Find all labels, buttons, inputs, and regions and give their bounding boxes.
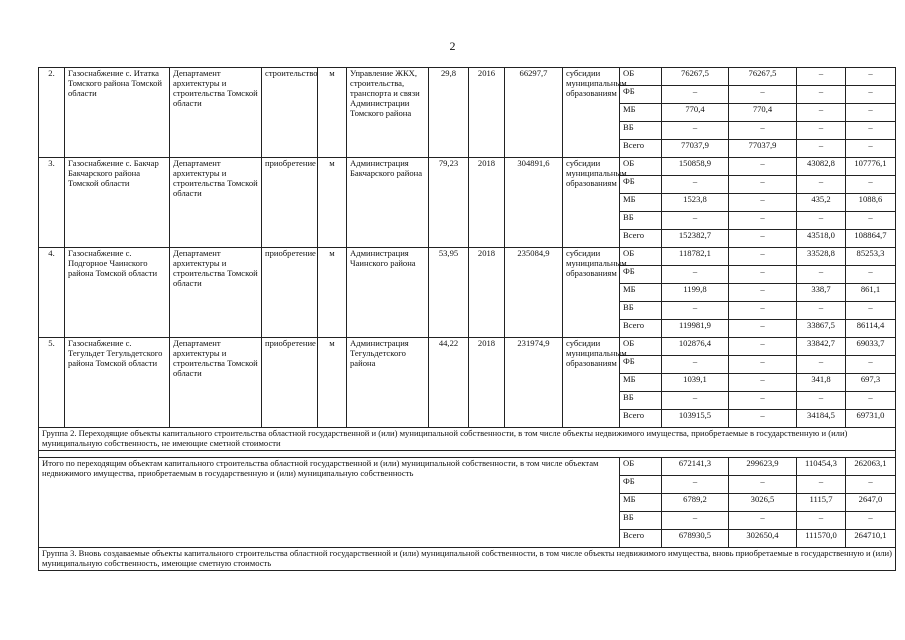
table-row bbox=[39, 338, 896, 356]
fund-source-cell: МБ bbox=[620, 284, 662, 302]
fund-year1-cell: – bbox=[729, 511, 797, 529]
fund-year2-cell: – bbox=[797, 140, 846, 158]
fund-source-cell: ОБ bbox=[620, 158, 662, 176]
fund-source-cell: ОБ bbox=[620, 338, 662, 356]
fund-year3-cell: 264710,1 bbox=[846, 529, 896, 547]
fund-year1-cell: – bbox=[729, 248, 797, 266]
executor-cell: Управление ЖКХ, строительства, транспорта и связи Администрации Томского района bbox=[347, 68, 429, 158]
fund-year2-cell: – bbox=[797, 104, 846, 122]
capacity-cell: 79,23 bbox=[429, 158, 469, 248]
fund-source-cell: ВБ bbox=[620, 122, 662, 140]
fund-source-cell: ВБ bbox=[620, 212, 662, 230]
investment-table bbox=[38, 67, 896, 571]
fund-year1-cell: – bbox=[729, 194, 797, 212]
fund-year1-cell: – bbox=[729, 230, 797, 248]
fund-year2-cell: 435,2 bbox=[797, 194, 846, 212]
fund-source-cell: ФБ bbox=[620, 356, 662, 374]
fund-year3-cell: – bbox=[846, 140, 896, 158]
executor-cell: Администрация Бакчарского района bbox=[347, 158, 429, 248]
fund-year2-cell: 33842,7 bbox=[797, 338, 846, 356]
fund-year1-cell: – bbox=[729, 356, 797, 374]
work-kind-cell: приобретение bbox=[262, 338, 318, 428]
fund-year3-cell: – bbox=[846, 302, 896, 320]
fund-total-cell: – bbox=[662, 266, 729, 284]
spacer-row bbox=[39, 450, 896, 457]
fund-source-cell: МБ bbox=[620, 194, 662, 212]
fund-source-cell: ОБ bbox=[620, 248, 662, 266]
year-cell: 2018 bbox=[469, 248, 505, 338]
object-name-cell: Газоснабжение с. Подгорное Чаинского района Томской области bbox=[65, 248, 170, 338]
fund-year3-cell: 1088,6 bbox=[846, 194, 896, 212]
fund-year2-cell: – bbox=[797, 356, 846, 374]
fund-year2-cell: – bbox=[797, 475, 846, 493]
fund-year1-cell: – bbox=[729, 158, 797, 176]
work-kind-cell: строительство bbox=[262, 68, 318, 158]
table-row bbox=[39, 68, 896, 86]
fund-year2-cell: – bbox=[797, 392, 846, 410]
fund-year2-cell: 43082,8 bbox=[797, 158, 846, 176]
financing-form-cell: субсидии муниципальным образованиям bbox=[563, 68, 620, 158]
total-row bbox=[39, 457, 896, 475]
fund-year3-cell: – bbox=[846, 475, 896, 493]
cost-cell: 235084,9 bbox=[505, 248, 563, 338]
fund-year1-cell: – bbox=[729, 284, 797, 302]
group3-heading: Группа 3. Вновь создаваемые объекты капитального строительства областной государственной и (или) муниципальной собственности, в том числе объекты недвижимого имущества, вновь приобретаемые в государственную и (или) муниципальную собственность, имеющие сметную стоимость bbox=[39, 547, 896, 570]
year-cell: 2018 bbox=[469, 158, 505, 248]
fund-year1-cell: 299623,9 bbox=[729, 457, 797, 475]
fund-year3-cell: 86114,4 bbox=[846, 320, 896, 338]
fund-source-cell: МБ bbox=[620, 493, 662, 511]
fund-year1-cell: – bbox=[729, 374, 797, 392]
row-number-cell: 2. bbox=[39, 68, 65, 158]
unit-cell: м bbox=[318, 158, 347, 248]
fund-year3-cell: 108864,7 bbox=[846, 230, 896, 248]
spacer-cell bbox=[39, 450, 896, 457]
row-number-cell: 5. bbox=[39, 338, 65, 428]
fund-year2-cell: 33528,8 bbox=[797, 248, 846, 266]
fund-year1-cell: 3026,5 bbox=[729, 493, 797, 511]
fund-year1-cell: – bbox=[729, 176, 797, 194]
fund-year3-cell: – bbox=[846, 511, 896, 529]
fund-total-cell: 102876,4 bbox=[662, 338, 729, 356]
fund-year3-cell: 262063,1 bbox=[846, 457, 896, 475]
fund-year3-cell: 697,3 bbox=[846, 374, 896, 392]
fund-total-cell: 1039,1 bbox=[662, 374, 729, 392]
table-row bbox=[39, 158, 896, 176]
fund-year1-cell: – bbox=[729, 86, 797, 104]
fund-total-cell: 1199,8 bbox=[662, 284, 729, 302]
cost-cell: 66297,7 bbox=[505, 68, 563, 158]
fund-year1-cell: – bbox=[729, 266, 797, 284]
fund-year1-cell: – bbox=[729, 122, 797, 140]
fund-year2-cell: 1115,7 bbox=[797, 493, 846, 511]
fund-year2-cell: – bbox=[797, 266, 846, 284]
fund-year1-cell: 302650,4 bbox=[729, 529, 797, 547]
fund-total-cell: 119981,9 bbox=[662, 320, 729, 338]
fund-year3-cell: 107776,1 bbox=[846, 158, 896, 176]
fund-total-cell: 770,4 bbox=[662, 104, 729, 122]
fund-year2-cell: 110454,3 bbox=[797, 457, 846, 475]
fund-total-cell: 6789,2 bbox=[662, 493, 729, 511]
fund-source-cell: Всего bbox=[620, 410, 662, 428]
fund-year3-cell: 69731,0 bbox=[846, 410, 896, 428]
fund-year2-cell: – bbox=[797, 302, 846, 320]
fund-year2-cell: – bbox=[797, 176, 846, 194]
fund-total-cell: – bbox=[662, 356, 729, 374]
fund-total-cell: – bbox=[662, 475, 729, 493]
fund-total-cell: 672141,3 bbox=[662, 457, 729, 475]
fund-year3-cell: 85253,3 bbox=[846, 248, 896, 266]
fund-year1-cell: – bbox=[729, 475, 797, 493]
financing-form-cell: субсидии муниципальным образованиям bbox=[563, 158, 620, 248]
fund-source-cell: ОБ bbox=[620, 457, 662, 475]
object-name-cell: Газоснабжение с. Тегульдет Тегульдетского района Томской области bbox=[65, 338, 170, 428]
fund-year2-cell: – bbox=[797, 511, 846, 529]
fund-source-cell: Всего bbox=[620, 320, 662, 338]
fund-year3-cell: 2647,0 bbox=[846, 493, 896, 511]
customer-cell: Департамент архитектуры и строительства Томской области bbox=[170, 68, 262, 158]
fund-total-cell: – bbox=[662, 86, 729, 104]
row-number-cell: 3. bbox=[39, 158, 65, 248]
unit-cell: м bbox=[318, 338, 347, 428]
fund-year3-cell: – bbox=[846, 176, 896, 194]
unit-cell: м bbox=[318, 248, 347, 338]
executor-cell: Администрация Тегульдетского района bbox=[347, 338, 429, 428]
cost-cell: 304891,6 bbox=[505, 158, 563, 248]
fund-total-cell: 118782,1 bbox=[662, 248, 729, 266]
customer-cell: Департамент архитектуры и строительства Томской области bbox=[170, 248, 262, 338]
fund-total-cell: – bbox=[662, 302, 729, 320]
fund-total-cell: – bbox=[662, 212, 729, 230]
financing-form-cell: субсидии муниципальным образованиям bbox=[563, 338, 620, 428]
work-kind-cell: приобретение bbox=[262, 158, 318, 248]
fund-year1-cell: – bbox=[729, 338, 797, 356]
fund-year3-cell: – bbox=[846, 392, 896, 410]
fund-source-cell: МБ bbox=[620, 104, 662, 122]
fund-source-cell: ВБ bbox=[620, 302, 662, 320]
capacity-cell: 29,8 bbox=[429, 68, 469, 158]
fund-year1-cell: – bbox=[729, 392, 797, 410]
fund-source-cell: МБ bbox=[620, 374, 662, 392]
fund-year2-cell: – bbox=[797, 122, 846, 140]
group-row bbox=[39, 428, 896, 451]
fund-year3-cell: – bbox=[846, 104, 896, 122]
fund-year1-cell: 77037,9 bbox=[729, 140, 797, 158]
fund-source-cell: Всего bbox=[620, 529, 662, 547]
fund-source-cell: Всего bbox=[620, 230, 662, 248]
fund-year1-cell: – bbox=[729, 302, 797, 320]
work-kind-cell: приобретение bbox=[262, 248, 318, 338]
fund-year1-cell: – bbox=[729, 212, 797, 230]
fund-year3-cell: – bbox=[846, 356, 896, 374]
year-cell: 2018 bbox=[469, 338, 505, 428]
cost-cell: 231974,9 bbox=[505, 338, 563, 428]
fund-source-cell: ФБ bbox=[620, 86, 662, 104]
fund-year3-cell: 69033,7 bbox=[846, 338, 896, 356]
fund-total-cell: – bbox=[662, 392, 729, 410]
fund-year2-cell: 338,7 bbox=[797, 284, 846, 302]
fund-year2-cell: 341,8 bbox=[797, 374, 846, 392]
fund-year3-cell: – bbox=[846, 86, 896, 104]
fund-total-cell: – bbox=[662, 176, 729, 194]
capacity-cell: 53,95 bbox=[429, 248, 469, 338]
fund-year2-cell: 111570,0 bbox=[797, 529, 846, 547]
group2-heading: Группа 2. Переходящие объекты капитального строительства областной государственной и (или) муниципальной собственности, в том числе объекты недвижимого имущества, приобретаемые в государственную и (или) муниципальную собственность, не имеющие сметной стоимости bbox=[39, 428, 896, 451]
fund-source-cell: ФБ bbox=[620, 475, 662, 493]
row-number-cell: 4. bbox=[39, 248, 65, 338]
fund-year2-cell: – bbox=[797, 68, 846, 86]
fund-total-cell: 678930,5 bbox=[662, 529, 729, 547]
fund-year2-cell: 34184,5 bbox=[797, 410, 846, 428]
financing-form-cell: субсидии муниципальным образованиям bbox=[563, 248, 620, 338]
customer-cell: Департамент архитектуры и строительства Томской области bbox=[170, 338, 262, 428]
fund-year1-cell: – bbox=[729, 320, 797, 338]
fund-year3-cell: – bbox=[846, 266, 896, 284]
customer-cell: Департамент архитектуры и строительства Томской области bbox=[170, 158, 262, 248]
capacity-cell: 44,22 bbox=[429, 338, 469, 428]
fund-year1-cell: 770,4 bbox=[729, 104, 797, 122]
object-name-cell: Газоснабжение с. Итатка Томского района Томской области bbox=[65, 68, 170, 158]
unit-cell: м bbox=[318, 68, 347, 158]
year-cell: 2016 bbox=[469, 68, 505, 158]
fund-year2-cell: 33867,5 bbox=[797, 320, 846, 338]
fund-year3-cell: – bbox=[846, 212, 896, 230]
fund-total-cell: 1523,8 bbox=[662, 194, 729, 212]
table-row bbox=[39, 248, 896, 266]
fund-year3-cell: – bbox=[846, 68, 896, 86]
fund-total-cell: 103915,5 bbox=[662, 410, 729, 428]
fund-total-cell: 152382,7 bbox=[662, 230, 729, 248]
fund-source-cell: ФБ bbox=[620, 176, 662, 194]
fund-year3-cell: 861,1 bbox=[846, 284, 896, 302]
group-row bbox=[39, 547, 896, 570]
fund-year1-cell: – bbox=[729, 410, 797, 428]
object-name-cell: Газоснабжение с. Бакчар Бакчарского района Томской области bbox=[65, 158, 170, 248]
fund-source-cell: ВБ bbox=[620, 511, 662, 529]
page-number: 2 bbox=[449, 39, 456, 53]
total-label-cell: Итого по переходящим объектам капитального строительства областной государственной и (или) муниципальной собственности, в том числе объектам недвижимого имущества, приобретаемым в государственную и (или) муниципальную собственность bbox=[39, 457, 620, 547]
fund-source-cell: ВБ bbox=[620, 392, 662, 410]
fund-source-cell: ОБ bbox=[620, 68, 662, 86]
fund-total-cell: 77037,9 bbox=[662, 140, 729, 158]
fund-total-cell: 76267,5 bbox=[662, 68, 729, 86]
fund-year3-cell: – bbox=[846, 122, 896, 140]
fund-total-cell: – bbox=[662, 511, 729, 529]
fund-total-cell: – bbox=[662, 122, 729, 140]
fund-year2-cell: – bbox=[797, 86, 846, 104]
executor-cell: Администрация Чаинского района bbox=[347, 248, 429, 338]
fund-year2-cell: – bbox=[797, 212, 846, 230]
fund-year2-cell: 43518,0 bbox=[797, 230, 846, 248]
table-body bbox=[39, 68, 896, 571]
fund-total-cell: 150858,9 bbox=[662, 158, 729, 176]
fund-source-cell: Всего bbox=[620, 140, 662, 158]
fund-source-cell: ФБ bbox=[620, 266, 662, 284]
fund-year1-cell: 76267,5 bbox=[729, 68, 797, 86]
